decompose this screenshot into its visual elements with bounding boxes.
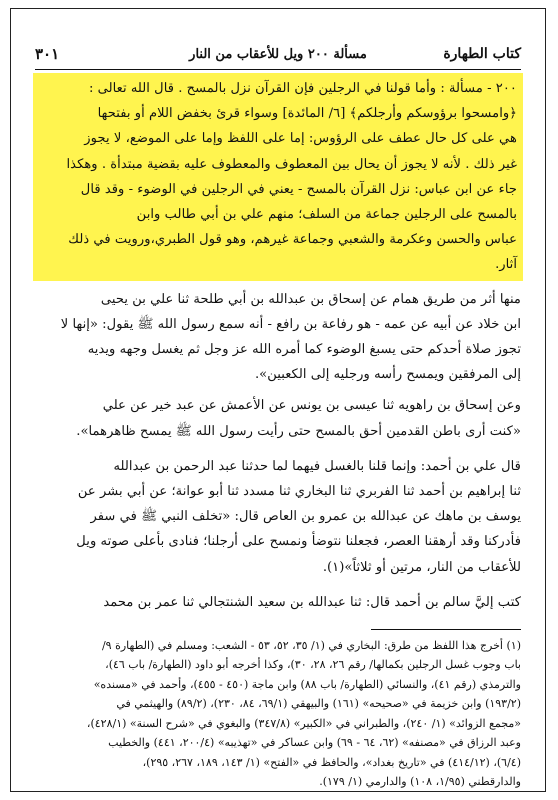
body-line: تجوز صلاة أحدكم حتى يسبغ الوضوء كما أمره الله عز وجل ثم يغسل وجهه ويديه: [87, 342, 521, 358]
footnote-line: وعبد الرزاق في «مصنفه» (٦٢، ٦٤ - ٦٩) وابن عساكر في «تهذيبه» (٢٠٠/٤، ٤٤١) والخطيب: [108, 736, 521, 750]
body-line: فأدركنا وقد أرهقنا العصر، فجعلنا نتوضأ ونمسح على أرجلنا؛ فنادى بأعلى صوته ويل: [76, 534, 521, 550]
body-line: قال علي بن أحمد: وإنما قلنا بالغسل فيهما لما حدثنا عبد الرحمن بن عبدالله: [113, 458, 521, 474]
body-line: وعن إسحاق بن راهويه ثنا عيسى بن يونس عن الأعمش عن عبد خير عن علي: [102, 398, 521, 414]
body-line: ثنا إبراهيم بن أحمد ثنا الفربري ثنا البخاري ثنا مسدد ثنا أبو عوانة؛ عن أبي بشر عن: [77, 484, 521, 500]
footnote-line: (١٩٣/٢) وابن خزيمة في «صحيحه» (١٦١) والبيهقي (٦٩/١، ٨٤، ٢٣٠)، (٨٩/٢) والهيثمي في: [116, 697, 521, 711]
body-line: يوسف بن ماهك عن عبدالله بن عمرو بن العاص قال: «تخلف النبي ﷺ في سفر: [90, 509, 521, 525]
body-line: ابن خلاد عن أبيه عن عمه - هو رفاعة بن رافع - أنه سمع رسول الله ﷺ يقول: «إنها لا: [60, 316, 521, 332]
running-header: [35, 39, 521, 70]
footnote-line: والترمذي (رقم ٤١)، والنسائي (الطهارة/ باب ٨٨) وابن ماجة (٤٥٠ - ٤٥٥)، وأحمد في «مسنده»: [93, 677, 521, 691]
highlight-line: هي على كل حال عطف على الرؤوس: إما على اللفظ وإما على الموضع، لا يجوز: [84, 131, 517, 147]
issue-title: مسألة ٢٠٠ ويل للأعقاب من النار: [189, 46, 367, 62]
book-title: كتاب الطهارة: [443, 46, 521, 62]
footnote-line: والدارقطني (١/٩٥، ١٠٨) والدارمي (١/ ١٧٩).: [319, 774, 521, 788]
page-number: ٣٠١: [35, 45, 60, 63]
footnote-line: (١) أخرج هذا اللفظ من طرق: البخاري في (١/ ٣٥، ٥٢، ٥٣ - الشعب: ومسلم في (الطهارة ٩/: [101, 639, 521, 653]
highlight-line: بالمسح على الرجلين جماعة من السلف؛ منهم علي بن أبي طالب وابن: [136, 207, 517, 223]
footnote-line: باب وجوب غسل الرجلين بكمالها/ رقم ٢٦، ٢٨، ٣٠)، وكذا أخرجه أبو داود (الطهارة/ باب ٤٦)،: [105, 658, 521, 672]
highlight-line: ٢٠٠ - مسألة : وأما قولنا في الرجلين فإن القرآن نزل بالمسح . قال الله تعالى :: [88, 81, 517, 96]
paragraph-salim: [35, 590, 521, 615]
highlight-line: ﴿وامسحوا برؤوسكم وأرجلكم﴾ [٦/ المائدة] وسواء قرئ بخفض اللام أو بفتحها: [97, 106, 517, 122]
footnote-line: «مجمع الزوائد» (١/ ٢٤٠)، والطبراني في «الكبير» (٣٤٧/٨) والبغوي في «شرح السنة» (٤٢٨/١)،: [86, 716, 521, 730]
highlight-line: غير ذلك . لأنه لا يجوز أن يحال بين المعطوف والمعطوف عليه بقضية مبتدأة . وهكذا: [66, 156, 517, 172]
highlighted-passage: [33, 73, 523, 281]
footnote: [35, 636, 521, 791]
footnote-line: (٦/٤)، (٤١٤/١٢) في «تاريخ بغداد»، والحافظ في «الفتح» (١/ ١٤٣، ١٨٩، ٢٦٧، ٢٩٥)،: [142, 755, 521, 769]
body-line: منها أثر من طريق همام عن إسحاق بن عبدالله بن أبي طلحة ثنا علي بن يحيى: [100, 291, 521, 307]
highlight-line: عباس والحسن وعكرمة والشعبي وجماعة غيرهم، وهو قول الطبري،ورويت في ذلك: [68, 232, 517, 248]
body-line: كتب إليَّ سالم بن أحمد قال: ثنا عبدالله بن سعيد الشنتجالي ثنا عمر بن محمد: [103, 594, 521, 610]
paragraph-hadith-rifaa: [35, 287, 521, 388]
body-line: «كنت أرى باطن القدمين أحق بالمسح حتى رأيت رسول الله ﷺ يمسح ظاهرهما».: [76, 423, 521, 439]
highlight-line: آثار.: [495, 257, 517, 273]
page-content: [35, 73, 521, 791]
highlight-line: جاء عن ابن عباس: نزل القرآن بالمسح - يعني في الرجلين في الوضوء - وقد قال: [80, 181, 517, 197]
body-line: إلى المرفقين ويمسح رأسه ورجليه إلى الكعبين».: [254, 367, 521, 383]
footnote-divider: [371, 629, 521, 630]
paragraph-ibn-hazm: [35, 454, 521, 580]
body-line: للأعقاب من النار، مرتين أو ثلاثاً»(١).: [322, 559, 521, 575]
document-page: [10, 8, 546, 792]
paragraph-hadith-ali: [35, 393, 521, 443]
